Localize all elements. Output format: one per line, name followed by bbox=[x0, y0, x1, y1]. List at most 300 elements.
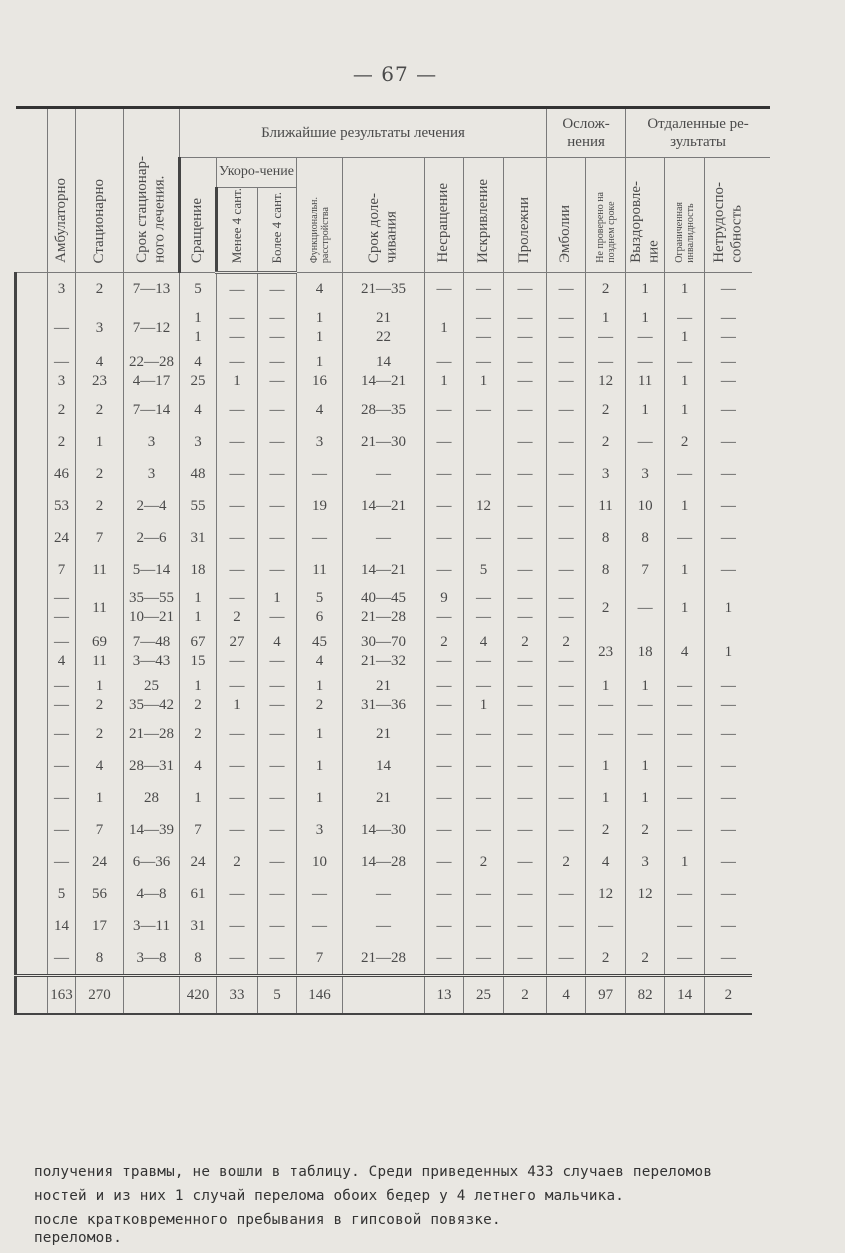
table-cell bbox=[258, 910, 297, 942]
cell-value: — bbox=[436, 465, 452, 482]
cell-value: — bbox=[476, 354, 491, 371]
cell-value: — bbox=[677, 697, 693, 714]
table-cell bbox=[124, 458, 180, 490]
col-srok-lecheniya: Срок стационар- ного лечения. bbox=[124, 108, 180, 273]
cell-value: 14—39 bbox=[129, 821, 174, 838]
col-embolii: Эмболии bbox=[547, 158, 586, 273]
cell-value: — bbox=[476, 609, 491, 626]
footnote-line-3: после кратковременного пребывания в гипсовой повязке. bbox=[34, 1212, 501, 1228]
cell-value: — bbox=[269, 529, 285, 546]
cell-value: 2 bbox=[641, 949, 649, 966]
table-cell bbox=[180, 350, 217, 394]
table-cell bbox=[626, 586, 665, 630]
cell-value: 15 bbox=[190, 653, 206, 670]
table-row bbox=[16, 750, 771, 782]
cell-value: — bbox=[269, 561, 285, 578]
table-cell bbox=[504, 846, 547, 878]
cell-value: 1 bbox=[315, 678, 324, 695]
cell-value: — bbox=[476, 789, 491, 806]
cell-value: 1 bbox=[273, 590, 281, 607]
cell-value: — bbox=[54, 949, 69, 966]
cell-value: — bbox=[720, 329, 736, 346]
row-margin-cell bbox=[16, 586, 48, 630]
table-cell bbox=[124, 426, 180, 458]
cell-value: — bbox=[517, 590, 533, 607]
cell-value: 2 bbox=[601, 599, 610, 616]
cell-value: — bbox=[476, 885, 491, 902]
cell-value: — bbox=[476, 281, 491, 298]
table-cell bbox=[258, 554, 297, 586]
cell-value: 1 bbox=[315, 329, 324, 346]
cell-value: — bbox=[677, 725, 693, 742]
group-nearest-results: Ближайшие результаты лечения bbox=[180, 108, 547, 158]
cell-value: 7 bbox=[95, 821, 104, 838]
table-cell bbox=[665, 942, 705, 976]
cell-value: 3 bbox=[147, 465, 156, 482]
row-margin-cell bbox=[16, 910, 48, 942]
cell-value: 3 bbox=[147, 433, 156, 450]
table-cell bbox=[76, 522, 124, 554]
table-cell bbox=[217, 718, 258, 750]
cell-value: — bbox=[677, 789, 693, 806]
table-cell bbox=[626, 273, 665, 307]
total-cell: 25 bbox=[464, 976, 504, 1015]
table-cell bbox=[626, 674, 665, 718]
cell-value: 24 bbox=[190, 853, 206, 870]
table-cell bbox=[297, 458, 343, 490]
table-cell bbox=[76, 394, 124, 426]
table-cell bbox=[705, 814, 752, 846]
cell-value: 7—13 bbox=[132, 281, 171, 298]
group-ukorochenie: Укоро-чение bbox=[217, 158, 297, 188]
cell-value: — bbox=[558, 725, 574, 742]
cell-value: — bbox=[376, 917, 391, 934]
cell-value: — bbox=[269, 653, 285, 670]
table-row bbox=[16, 306, 771, 350]
cell-value: — bbox=[436, 354, 452, 371]
row-margin-cell bbox=[16, 426, 48, 458]
table-row bbox=[16, 586, 771, 630]
table-cell bbox=[124, 630, 180, 674]
cell-value: — bbox=[637, 329, 653, 346]
cell-value: 11 bbox=[598, 497, 613, 514]
cell-value: 2 bbox=[479, 853, 488, 870]
table-cell bbox=[547, 306, 586, 350]
cell-value: — bbox=[598, 329, 614, 346]
cell-value: — bbox=[517, 853, 533, 870]
table-cell bbox=[217, 814, 258, 846]
table-row bbox=[16, 426, 771, 458]
cell-value: — bbox=[720, 885, 736, 902]
cell-value: 45 bbox=[312, 634, 327, 651]
table-cell bbox=[343, 554, 425, 586]
cell-value: — bbox=[677, 949, 693, 966]
cell-value: — bbox=[517, 310, 533, 327]
table-cell bbox=[48, 394, 76, 426]
cell-value: — bbox=[436, 853, 452, 870]
table-body bbox=[16, 273, 771, 976]
cell-value: 1 bbox=[194, 789, 202, 806]
table-cell bbox=[343, 782, 425, 814]
table-cell bbox=[297, 718, 343, 750]
table-cell bbox=[297, 306, 343, 350]
table-cell bbox=[297, 394, 343, 426]
cell-value: 21—32 bbox=[361, 653, 406, 670]
table-row bbox=[16, 273, 771, 307]
table-cell bbox=[217, 910, 258, 942]
table-cell bbox=[626, 458, 665, 490]
cell-value: — bbox=[54, 678, 69, 695]
cell-value: 2 bbox=[601, 949, 610, 966]
cell-value: 21 bbox=[376, 789, 391, 806]
table-cell bbox=[258, 586, 297, 630]
table-cell bbox=[180, 554, 217, 586]
table-cell bbox=[76, 750, 124, 782]
cell-value: 1 bbox=[315, 725, 324, 742]
table-cell bbox=[217, 878, 258, 910]
table-cell bbox=[586, 458, 626, 490]
table-cell bbox=[586, 306, 626, 350]
cell-value: 1 bbox=[680, 599, 689, 616]
cell-value: 7 bbox=[57, 561, 66, 578]
cell-value: — bbox=[312, 885, 327, 902]
cell-value: — bbox=[720, 497, 736, 514]
cell-value: 2 bbox=[601, 821, 610, 838]
table-row bbox=[16, 630, 771, 674]
cell-value: 1 bbox=[315, 310, 324, 327]
table-cell bbox=[76, 942, 124, 976]
table-cell bbox=[124, 273, 180, 307]
table-cell bbox=[547, 782, 586, 814]
cell-value: — bbox=[720, 561, 736, 578]
cell-value: 3 bbox=[95, 319, 104, 336]
table-cell bbox=[258, 674, 297, 718]
cell-value: — bbox=[312, 529, 327, 546]
cell-value: — bbox=[517, 561, 533, 578]
total-cell: 270 bbox=[76, 976, 124, 1015]
col-netrudosposobnost: Нетрудоспо- собность bbox=[705, 158, 752, 273]
cell-value: — bbox=[598, 697, 614, 714]
cell-value: — bbox=[720, 678, 736, 695]
table-cell bbox=[705, 750, 752, 782]
table-cell bbox=[425, 306, 464, 350]
cell-value: — bbox=[436, 697, 452, 714]
cell-value: — bbox=[476, 329, 491, 346]
cell-value: 1 bbox=[479, 697, 488, 714]
table-cell bbox=[343, 350, 425, 394]
table-cell bbox=[297, 586, 343, 630]
cell-value: — bbox=[269, 821, 285, 838]
cell-value: — bbox=[558, 310, 574, 327]
table-cell bbox=[258, 394, 297, 426]
table-cell bbox=[547, 750, 586, 782]
cell-value: 3 bbox=[57, 281, 66, 298]
cell-value: 4—8 bbox=[136, 885, 167, 902]
cell-value: 12 bbox=[476, 497, 491, 514]
col-prolezhni: Пролежни bbox=[504, 158, 547, 273]
table-cell bbox=[504, 306, 547, 350]
cell-value: — bbox=[720, 725, 736, 742]
table-cell bbox=[48, 490, 76, 522]
cell-value: 4 bbox=[315, 281, 324, 298]
table-cell bbox=[180, 814, 217, 846]
cell-value: 4 bbox=[57, 653, 66, 670]
cell-value: — bbox=[558, 653, 574, 670]
cell-value: — bbox=[637, 725, 653, 742]
table-cell bbox=[48, 306, 76, 350]
cell-value: — bbox=[269, 678, 285, 695]
table-cell bbox=[180, 458, 217, 490]
cell-value: — bbox=[517, 885, 533, 902]
table-cell bbox=[48, 554, 76, 586]
table-cell bbox=[586, 750, 626, 782]
cell-value: — bbox=[720, 757, 736, 774]
table-cell bbox=[48, 718, 76, 750]
table-cell bbox=[547, 554, 586, 586]
table-cell bbox=[504, 426, 547, 458]
cell-value: 1 bbox=[601, 678, 610, 695]
cell-value: 8 bbox=[601, 561, 610, 578]
cell-value: 21—35 bbox=[361, 281, 406, 298]
cell-value: — bbox=[436, 917, 452, 934]
table-cell bbox=[464, 306, 504, 350]
row-margin-cell bbox=[16, 846, 48, 878]
cell-value: — bbox=[229, 917, 245, 934]
total-cell: 13 bbox=[425, 976, 464, 1015]
table-cell bbox=[665, 458, 705, 490]
table-cell bbox=[547, 522, 586, 554]
cell-value: — bbox=[54, 319, 69, 336]
table-cell bbox=[258, 846, 297, 878]
table-cell bbox=[76, 630, 124, 674]
cell-value: — bbox=[436, 609, 452, 626]
group-remote-results: Отдаленные ре-зультаты bbox=[626, 108, 770, 158]
table-cell bbox=[297, 630, 343, 674]
cell-value: — bbox=[517, 329, 533, 346]
table-cell bbox=[180, 426, 217, 458]
cell-value: — bbox=[677, 678, 693, 695]
cell-value: 1 bbox=[680, 497, 689, 514]
table-cell bbox=[464, 554, 504, 586]
table-cell bbox=[547, 718, 586, 750]
table-row bbox=[16, 718, 771, 750]
cell-value: 31 bbox=[190, 917, 206, 934]
cell-value: 3—8 bbox=[136, 949, 167, 966]
table-cell bbox=[425, 554, 464, 586]
table-cell bbox=[343, 814, 425, 846]
table-cell bbox=[425, 878, 464, 910]
cell-value: 6—36 bbox=[132, 853, 171, 870]
table-cell bbox=[586, 814, 626, 846]
table-cell bbox=[180, 846, 217, 878]
total-cell: 33 bbox=[217, 976, 258, 1015]
table-cell bbox=[665, 554, 705, 586]
table-cell bbox=[124, 394, 180, 426]
table-cell bbox=[504, 814, 547, 846]
table-cell bbox=[626, 942, 665, 976]
cell-value: — bbox=[677, 757, 693, 774]
cell-value: 1 bbox=[479, 373, 488, 390]
cell-value: — bbox=[677, 917, 693, 934]
table-cell bbox=[586, 350, 626, 394]
cell-value: 11 bbox=[92, 561, 107, 578]
cell-value: 3 bbox=[641, 465, 649, 482]
cell-value: 1 bbox=[680, 329, 689, 346]
cell-value: — bbox=[269, 609, 285, 626]
cell-value: 3 bbox=[641, 853, 649, 870]
cell-value: — bbox=[229, 789, 245, 806]
cell-value: — bbox=[476, 590, 491, 607]
cell-value: — bbox=[229, 821, 245, 838]
cell-value: 1 bbox=[233, 697, 241, 714]
cell-value: — bbox=[476, 529, 491, 546]
cell-value: — bbox=[476, 917, 491, 934]
table-row bbox=[16, 846, 771, 878]
table-cell bbox=[217, 942, 258, 976]
table-cell bbox=[464, 490, 504, 522]
cell-value: 9 bbox=[440, 590, 448, 607]
cell-value: — bbox=[720, 949, 736, 966]
table-cell bbox=[547, 586, 586, 630]
cell-value: — bbox=[677, 354, 693, 371]
table-cell bbox=[297, 350, 343, 394]
table-cell bbox=[425, 674, 464, 718]
table-cell bbox=[297, 674, 343, 718]
cell-value: — bbox=[558, 678, 574, 695]
table-cell bbox=[626, 394, 665, 426]
table-cell bbox=[586, 718, 626, 750]
row-margin-cell bbox=[16, 942, 48, 976]
cell-value: 48 bbox=[190, 465, 206, 482]
table-cell bbox=[464, 718, 504, 750]
table-cell bbox=[586, 910, 626, 942]
table-cell bbox=[343, 674, 425, 718]
cell-value: — bbox=[558, 885, 574, 902]
cell-value: — bbox=[720, 433, 736, 450]
table-row bbox=[16, 350, 771, 394]
cell-value: 5 bbox=[315, 590, 324, 607]
cell-value: — bbox=[598, 917, 614, 934]
cell-value: — bbox=[269, 789, 285, 806]
cell-value: — bbox=[558, 354, 574, 371]
cell-value: — bbox=[720, 789, 736, 806]
table-cell bbox=[504, 910, 547, 942]
cell-value: 25 bbox=[144, 678, 159, 695]
cell-value: 1 bbox=[641, 281, 649, 298]
cell-value: 2 bbox=[680, 433, 689, 450]
cell-value: 2 bbox=[233, 853, 241, 870]
table-cell bbox=[626, 306, 665, 350]
cell-value: 1 bbox=[194, 678, 202, 695]
cell-value: 1 bbox=[641, 310, 649, 327]
table-cell bbox=[586, 522, 626, 554]
table-cell bbox=[586, 942, 626, 976]
cell-value: — bbox=[269, 497, 285, 514]
table-cell bbox=[705, 910, 752, 942]
table-cell bbox=[464, 586, 504, 630]
cell-value: — bbox=[229, 949, 245, 966]
table-cell bbox=[464, 273, 504, 307]
cell-value: — bbox=[312, 917, 327, 934]
cell-value: 3 bbox=[315, 433, 324, 450]
table-cell bbox=[124, 750, 180, 782]
cell-value: — bbox=[720, 821, 736, 838]
table-cell bbox=[425, 458, 464, 490]
table-cell bbox=[297, 782, 343, 814]
table-cell bbox=[76, 718, 124, 750]
cell-value: 7—48 bbox=[132, 634, 171, 651]
table-cell bbox=[48, 782, 76, 814]
cell-value: 21—28 bbox=[361, 609, 406, 626]
table-cell bbox=[76, 458, 124, 490]
table-cell bbox=[343, 878, 425, 910]
table-cell bbox=[180, 394, 217, 426]
cell-value: — bbox=[229, 561, 245, 578]
table-cell bbox=[504, 718, 547, 750]
cell-value: 35—55 bbox=[129, 590, 174, 607]
total-cell: 14 bbox=[665, 976, 705, 1015]
table-cell bbox=[425, 910, 464, 942]
table-cell bbox=[343, 586, 425, 630]
cell-value: — bbox=[269, 329, 285, 346]
cell-value: 4 bbox=[315, 401, 324, 418]
table-cell bbox=[124, 554, 180, 586]
table-cell bbox=[180, 273, 217, 307]
cell-value: — bbox=[54, 725, 69, 742]
cell-value: 2 bbox=[95, 281, 104, 298]
table-cell bbox=[48, 426, 76, 458]
table-cell bbox=[343, 394, 425, 426]
table-cell bbox=[504, 458, 547, 490]
cell-value: 2 bbox=[601, 401, 610, 418]
table-cell bbox=[665, 490, 705, 522]
cell-value: — bbox=[229, 497, 245, 514]
table-cell bbox=[547, 630, 586, 674]
table-cell bbox=[180, 750, 217, 782]
table-cell bbox=[504, 750, 547, 782]
table-cell bbox=[705, 458, 752, 490]
cell-value: 10—21 bbox=[129, 609, 174, 626]
cell-value: 4 bbox=[194, 757, 202, 774]
col-stacionarno: Стационарно bbox=[76, 108, 124, 273]
total-cell: 97 bbox=[586, 976, 626, 1015]
cell-value: 1 bbox=[601, 757, 610, 774]
cell-value: — bbox=[558, 465, 574, 482]
table-cell bbox=[258, 782, 297, 814]
table-cell bbox=[586, 490, 626, 522]
cell-value: 2 bbox=[95, 465, 104, 482]
cell-value: — bbox=[229, 310, 245, 327]
cell-value: 1 bbox=[194, 609, 202, 626]
cell-value: 35—42 bbox=[129, 697, 174, 714]
cell-value: — bbox=[54, 821, 69, 838]
col-srok-dolechivaniya: Срок доле- чивания bbox=[343, 158, 425, 273]
cell-value: — bbox=[269, 725, 285, 742]
cell-value: 40—45 bbox=[361, 590, 406, 607]
cell-value: 2 bbox=[95, 401, 104, 418]
table-cell bbox=[180, 718, 217, 750]
footnote-line-1: получения травмы, не вошли в таблицу. Среди приведенных 433 случаев переломов bbox=[34, 1164, 713, 1180]
table-cell bbox=[425, 586, 464, 630]
table-cell bbox=[48, 846, 76, 878]
cell-value: 1 bbox=[194, 329, 202, 346]
table-cell bbox=[258, 942, 297, 976]
totals-row bbox=[16, 976, 771, 1015]
table-cell bbox=[705, 522, 752, 554]
table-row bbox=[16, 394, 771, 426]
row-margin-cell bbox=[16, 522, 48, 554]
table-cell bbox=[297, 942, 343, 976]
